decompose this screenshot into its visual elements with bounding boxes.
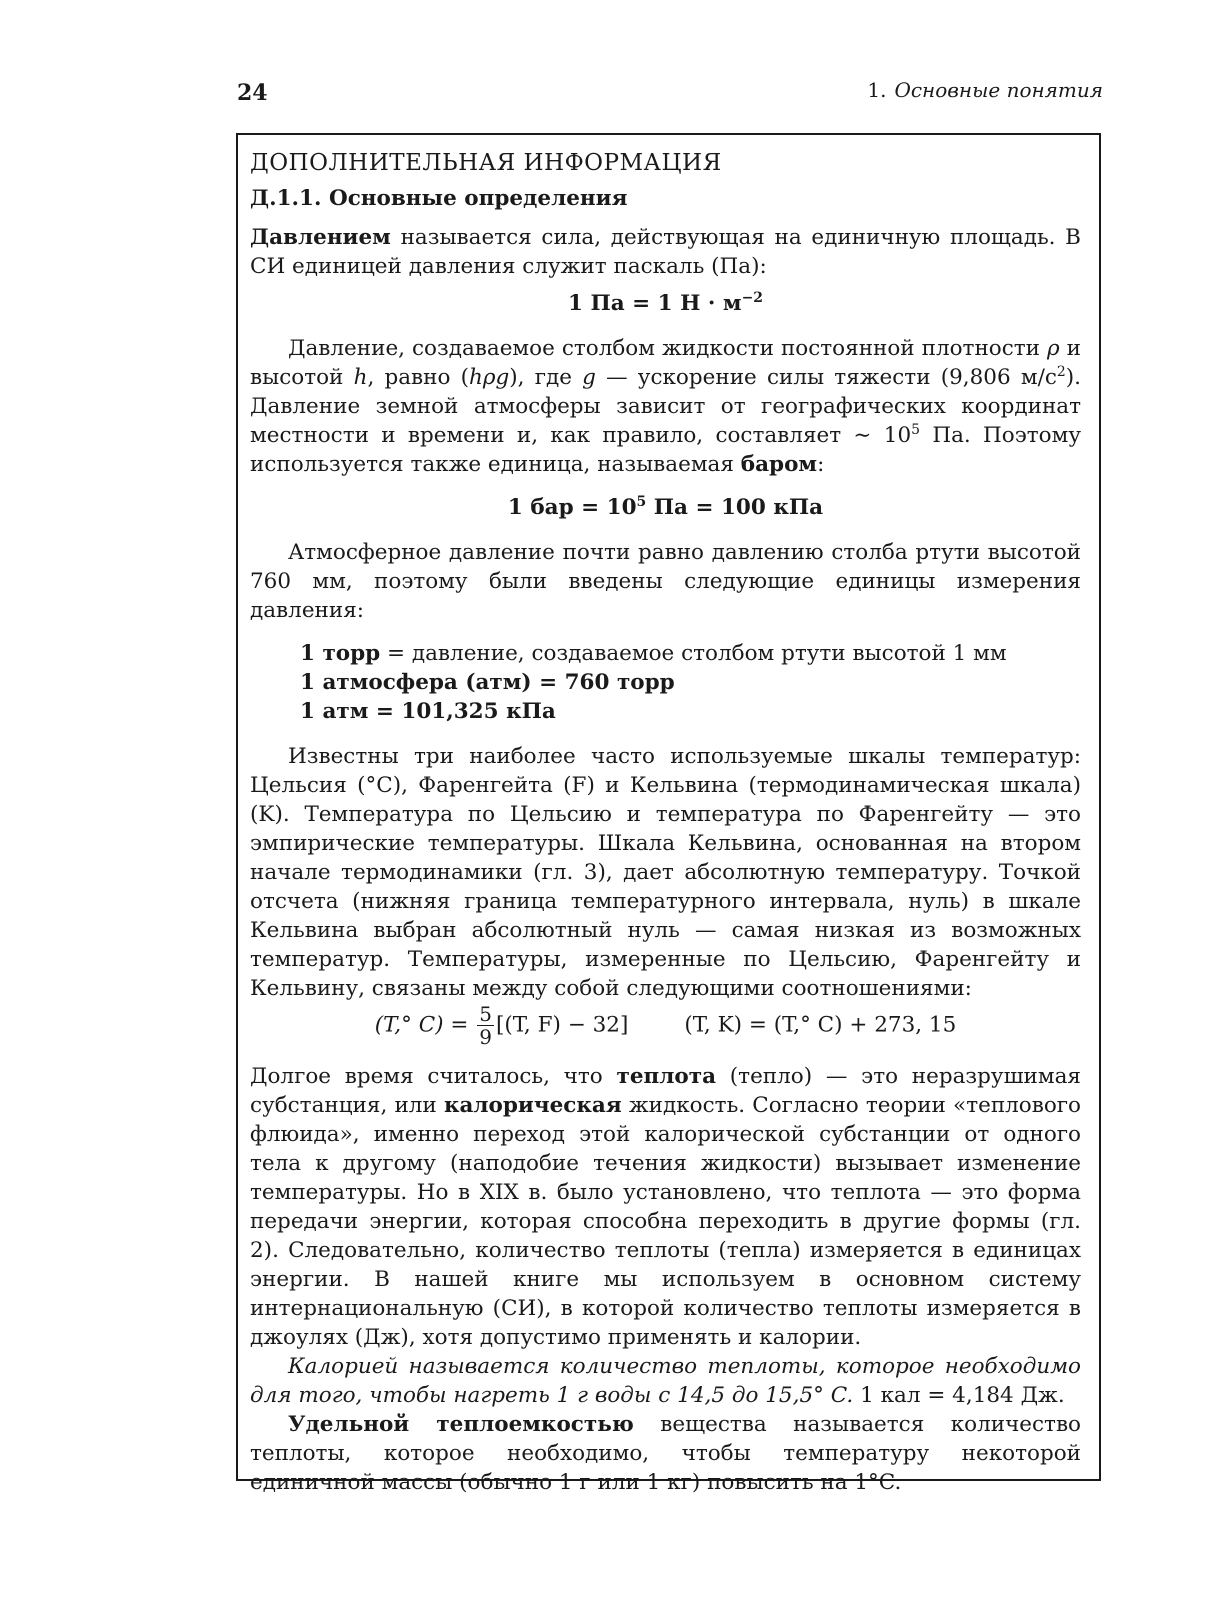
paragraph-atmospheric: Атмосферное давление почти равно давлению столба ртути высотой 760 мм, поэтому были введены следующие единицы измерения давления: [250, 540, 1081, 623]
paragraph-specific-heat [250, 1410, 1081, 1497]
box-title: ДОПОЛНИТЕЛЬНАЯ ИНФОРМАЦИЯ [250, 150, 722, 176]
text: Па. Поэтому используется также единица, называемая [250, 423, 1081, 477]
formula-kelvin: (T, K) = (T,° C) + 273, 15 [684, 1012, 957, 1038]
paragraph-calorie [250, 1352, 1081, 1410]
fraction-denominator: 9 [479, 1025, 492, 1049]
formula-text: Па = 100 кПа [646, 495, 824, 520]
section-title: Д.1.1. Основные определения [250, 186, 628, 211]
term-specific-heat: Удельной теплоемкостью [288, 1412, 634, 1437]
unit-torr-label: 1 торр [300, 641, 381, 666]
text: вещества называется количество теплоты, которое необходимо, чтобы температуру некоторой единичной массы (обычно 1 г или 1 кг) повысить на 1°C. [250, 1412, 1081, 1495]
fraction-numerator: 5 [479, 1002, 492, 1026]
paragraph-heat [250, 1062, 1081, 1352]
paragraph-column-pressure [250, 334, 1081, 479]
formula-celsius-left: (T,° C) = [374, 1012, 476, 1038]
formula-pascal [250, 289, 1081, 318]
exponent: 5 [911, 421, 921, 438]
running-header [867, 78, 1103, 102]
page-number: 24 [237, 80, 268, 106]
text: — ускорение силы тяжести (9,806 м/с [595, 365, 1057, 390]
chapter-number: 1. [867, 78, 887, 102]
text: , равно ( [367, 365, 470, 390]
term-caloric: калорическая [443, 1093, 622, 1118]
unit-torr-definition: = давление, создаваемое столбом ртути высотой 1 мм [380, 641, 1007, 666]
term-bar: баром [740, 452, 818, 477]
symbol-rho: ρ [1047, 336, 1060, 361]
text: (тепло) — это неразрушимая субстанция, или [250, 1064, 1081, 1118]
calorie-value: 1 кал = 4,184 Дж. [853, 1383, 1065, 1408]
formula-temperature [250, 1003, 1081, 1048]
unit-torr [300, 639, 1081, 668]
additional-info-box [236, 133, 1101, 1495]
text: Давление, создаваемое столбом жидкости постоянной плотности [288, 336, 1048, 361]
formula-bar [250, 493, 1081, 522]
term-heat: теплота [616, 1064, 717, 1089]
unit-atmosphere: 1 атмосфера (атм) = 760 торр [300, 670, 675, 695]
formula-celsius-right: [(T, F) − 32] [495, 1012, 629, 1038]
formula-text: 1 бар = 10 [507, 495, 637, 520]
chapter-title: Основные понятия [894, 78, 1103, 102]
text: и высотой [250, 336, 1081, 390]
fraction [477, 1003, 494, 1048]
exponent: 2 [1056, 363, 1066, 380]
text: : [817, 452, 825, 477]
calorie-definition: Калорией называется количество теплоты, которое необходимо для того, чтобы нагреть 1 г воды с 14,5 до 15,5° C. [250, 1354, 1081, 1408]
symbol-hpg: hρg [469, 365, 510, 390]
text: жидкость. Согласно теории «теплового флюида», именно переход этой калорической субстанции от одного тела к другому (наподобие течения жидкости) вызывает изменение температуры. Но в XIX в. было установлено, что теплота — это форма передачи энергии, которая способна переходить в другие формы (гл. 2). Следовательно, количество теплоты (тепла) измеряется в единицах энергии. В нашей книге мы используем в основном систему интернациональную (СИ), в которой количество теплоты измеряется в джоулях (Дж), хотя допустимо применять и калории. [250, 1093, 1082, 1350]
text: ). Давление земной атмосферы зависит от географических координат местности и времени и, как правило, составляет ∼ 10 [250, 365, 1081, 448]
formula-exponent: 5 [636, 493, 647, 510]
formula-text: 1 Па = 1 Н · м [568, 291, 742, 316]
symbol-h: h [353, 365, 368, 390]
formula-exponent: −2 [741, 289, 763, 306]
symbol-g: g [582, 365, 596, 390]
text: называется сила, действующая на единичную площадь. В СИ единицей давления служит паскаль (Па): [250, 225, 1081, 279]
pressure-units-list [300, 639, 1081, 726]
text: ), где [509, 365, 583, 390]
paragraph-temperature-scales: Известны три наиболее часто используемые шкалы температур: Цельсия (°C), Фаренгейта (F) и Кельвина (термодинамическая шкала) (K). Температура по Цельсию и температура по Фаренгейту — это эмпирические температуры. Шкала Кельвина, основанная на втором начале термодинамики (гл. 3), дает абсолютную температуру. Точкой отсчета (нижняя граница температурного интервала, нуль) в шкале Кельвина выбран абсолютный нуль — самая низкая из возможных температур. Температуры, измеренные по Цельсию, Фаренгейту и Кельвину, связаны между собой следующими соотношениями: [250, 744, 1081, 1001]
paragraph-pressure-definition [250, 223, 1081, 281]
text: Долгое время считалось, что [250, 1064, 617, 1089]
term-pressure: Давлением [250, 225, 391, 250]
unit-atm-kpa: 1 атм = 101,325 кПа [300, 699, 556, 724]
